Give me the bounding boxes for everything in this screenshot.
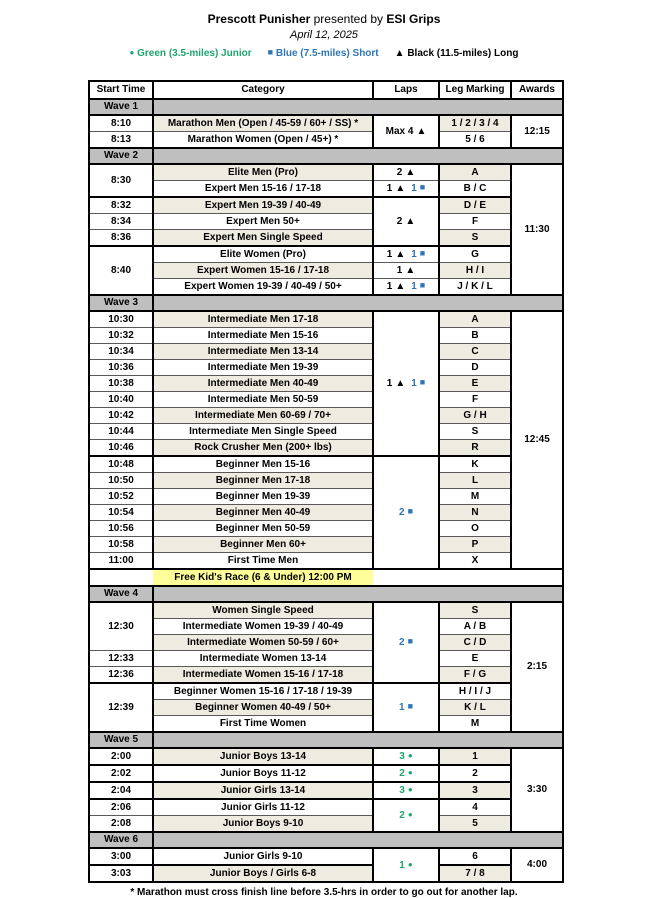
schedule-row xyxy=(89,213,563,229)
lap-count: 1 xyxy=(386,280,393,292)
leg-marking-cell: F / G xyxy=(439,666,511,683)
lap-count-group xyxy=(397,216,415,227)
lap-count: 1 xyxy=(386,377,393,389)
square-icon: ■ xyxy=(419,377,426,388)
lap-count: 1 xyxy=(396,264,403,276)
laps-cell xyxy=(373,262,439,278)
start-time-cell: 8:10 xyxy=(89,115,153,132)
circle-icon: ● xyxy=(407,785,413,794)
leg-marking-cell: 3 xyxy=(439,782,511,799)
wave-header-fill xyxy=(153,832,563,848)
column-header: Category xyxy=(153,81,373,99)
leg-marking-cell: L xyxy=(439,472,511,488)
awards-cell: 12:15 xyxy=(511,115,563,148)
schedule-row xyxy=(89,359,563,375)
leg-marking-cell: 5 / 6 xyxy=(439,131,511,148)
sponsor-name: ESI Grips xyxy=(386,12,441,26)
schedule-row xyxy=(89,197,563,214)
leg-marking-cell: M xyxy=(439,715,511,732)
schedule-row xyxy=(89,311,563,328)
start-time-cell: 12:36 xyxy=(89,666,153,683)
start-time-cell: 12:39 xyxy=(89,683,153,732)
category-cell: Junior Girls 9-10 xyxy=(153,848,373,865)
triangle-icon: ▲ xyxy=(395,377,406,389)
leg-marking-cell: E xyxy=(439,375,511,391)
wave-header-label: Wave 6 xyxy=(89,832,153,848)
category-cell: Beginner Men 19-39 xyxy=(153,488,373,504)
category-cell: Expert Women 15-16 / 17-18 xyxy=(153,262,373,278)
schedule-row xyxy=(89,343,563,359)
category-cell: Junior Girls 11-12 xyxy=(153,799,373,816)
start-time-cell xyxy=(89,569,153,586)
lap-count: 1 xyxy=(386,248,393,260)
laps-cell xyxy=(373,765,439,782)
laps-cell xyxy=(373,799,439,832)
wave-header-row xyxy=(89,295,563,311)
lap-count-group xyxy=(411,183,425,194)
laps-cell xyxy=(373,164,439,181)
start-time-cell: 8:34 xyxy=(89,213,153,229)
lap-count: 1 xyxy=(411,248,417,260)
schedule-row xyxy=(89,520,563,536)
category-cell: Intermediate Men Single Speed xyxy=(153,423,373,439)
schedule-row xyxy=(89,180,563,197)
start-time-cell: 3:00 xyxy=(89,848,153,865)
start-time-cell: 2:06 xyxy=(89,799,153,816)
schedule-table xyxy=(88,80,564,883)
lap-count-group xyxy=(399,637,413,648)
category-cell: Women Single Speed xyxy=(153,602,373,619)
schedule-row xyxy=(89,504,563,520)
schedule-row xyxy=(89,456,563,473)
leg-marking-cell: H / I xyxy=(439,262,511,278)
lap-count-group xyxy=(397,265,415,276)
lap-count-group xyxy=(397,167,415,178)
wave-header-label: Wave 1 xyxy=(89,99,153,115)
leg-marking-cell: X xyxy=(439,552,511,569)
start-time-cell: 8:36 xyxy=(89,229,153,246)
lap-count: 2 xyxy=(399,810,405,821)
leg-marking-cell: K xyxy=(439,456,511,473)
category-cell: Junior Boys 11-12 xyxy=(153,765,373,782)
leg-marking-cell: B xyxy=(439,327,511,343)
schedule-row xyxy=(89,650,563,666)
circle-icon: ● xyxy=(129,47,135,57)
schedule-row xyxy=(89,815,563,832)
schedule-row xyxy=(89,246,563,263)
category-cell: Beginner Men 15-16 xyxy=(153,456,373,473)
leg-marking-cell: E xyxy=(439,650,511,666)
laps-cell xyxy=(373,748,439,765)
legend-label: Blue (7.5-miles) Short xyxy=(273,47,379,59)
category-cell: Intermediate Men 19-39 xyxy=(153,359,373,375)
leg-marking-cell: C / D xyxy=(439,634,511,650)
wave-header-fill xyxy=(153,295,563,311)
category-cell: Intermediate Men 13-14 xyxy=(153,343,373,359)
lap-count: 1 xyxy=(399,701,405,713)
table-header xyxy=(89,81,563,99)
lap-count-group xyxy=(387,183,405,194)
start-time-cell: 10:36 xyxy=(89,359,153,375)
category-cell: Expert Men 15-16 / 17-18 xyxy=(153,180,373,197)
category-cell: Intermediate Men 60-69 / 70+ xyxy=(153,407,373,423)
schedule-row xyxy=(89,423,563,439)
triangle-icon: ▲ xyxy=(416,125,427,137)
start-time-cell: 2:02 xyxy=(89,765,153,782)
square-icon: ■ xyxy=(419,182,426,193)
schedule-row xyxy=(89,407,563,423)
leg-marking-cell: D / E xyxy=(439,197,511,214)
wave-header-label: Wave 4 xyxy=(89,586,153,602)
legend-label: Black (11.5-miles) Long xyxy=(404,47,519,59)
marathon-footnote: * Marathon must cross finish line before 3.5-hrs in order to go out for another lap. xyxy=(130,886,518,898)
leg-marking-cell: 2 xyxy=(439,765,511,782)
category-cell: Expert Men Single Speed xyxy=(153,229,373,246)
start-time-cell: 10:30 xyxy=(89,311,153,328)
lap-count: 1 xyxy=(386,182,393,194)
legend-item xyxy=(395,48,519,59)
leg-marking-cell: A / B xyxy=(439,618,511,634)
category-cell: Rock Crusher Men (200+ lbs) xyxy=(153,439,373,456)
lap-count: 1 xyxy=(411,280,417,292)
lap-count: 3 xyxy=(399,751,405,762)
leg-marking-cell: F xyxy=(439,213,511,229)
triangle-icon: ▲ xyxy=(405,264,416,276)
start-time-cell: 12:33 xyxy=(89,650,153,666)
leg-marking-cell: N xyxy=(439,504,511,520)
schedule-row xyxy=(89,765,563,782)
lap-count: 2 xyxy=(399,636,405,648)
column-header: Start Time xyxy=(89,81,153,99)
laps-cell xyxy=(373,180,439,197)
page-title xyxy=(0,12,648,27)
category-cell: Expert Women 19-39 / 40-49 / 50+ xyxy=(153,278,373,295)
course-legend xyxy=(0,45,648,61)
schedule-row xyxy=(89,164,563,181)
lap-count: 1 xyxy=(399,859,405,871)
schedule-row xyxy=(89,391,563,407)
category-cell: Beginner Men 50-59 xyxy=(153,520,373,536)
leg-marking-cell: 5 xyxy=(439,815,511,832)
start-time-cell: 10:54 xyxy=(89,504,153,520)
schedule-row xyxy=(89,848,563,865)
awards-cell: 2:15 xyxy=(511,602,563,732)
start-time-cell: 10:40 xyxy=(89,391,153,407)
leg-marking-cell: 1 xyxy=(439,748,511,765)
laps-cell xyxy=(373,782,439,799)
category-cell: Intermediate Men 15-16 xyxy=(153,327,373,343)
event-date: April 12, 2025 xyxy=(290,29,358,41)
start-time-cell: 10:48 xyxy=(89,456,153,473)
schedule-row xyxy=(89,699,563,715)
square-icon: ■ xyxy=(407,506,413,517)
category-cell: Junior Boys 13-14 xyxy=(153,748,373,765)
leg-marking-cell: G / H xyxy=(439,407,511,423)
triangle-icon: ▲ xyxy=(405,215,416,227)
start-time-cell: 3:03 xyxy=(89,865,153,882)
category-cell: Expert Men 50+ xyxy=(153,213,373,229)
lap-count: Max 4 xyxy=(385,125,414,137)
triangle-icon: ▲ xyxy=(394,47,405,59)
start-time-cell: 8:40 xyxy=(89,246,153,295)
awards-cell: 3:30 xyxy=(511,748,563,832)
start-time-cell: 10:46 xyxy=(89,439,153,456)
schedule-row xyxy=(89,634,563,650)
leg-marking-cell: R xyxy=(439,439,511,456)
schedule-row xyxy=(89,865,563,882)
laps-cell xyxy=(373,197,439,246)
lap-count: 2 xyxy=(396,215,403,227)
category-cell: Beginner Men 40-49 xyxy=(153,504,373,520)
wave-header-fill xyxy=(153,148,563,164)
start-time-cell: 2:08 xyxy=(89,815,153,832)
leg-marking-cell: 4 xyxy=(439,799,511,816)
kids-race-label: Free Kid's Race (6 & Under) 12:00 PM xyxy=(153,569,373,586)
triangle-icon: ▲ xyxy=(405,166,416,178)
start-time-cell: 10:34 xyxy=(89,343,153,359)
schedule-row xyxy=(89,278,563,295)
laps-cell xyxy=(373,683,439,732)
lap-count: 2 xyxy=(399,768,405,779)
leg-marking-cell: C xyxy=(439,343,511,359)
category-cell: Intermediate Men 17-18 xyxy=(153,311,373,328)
category-cell: Elite Men (Pro) xyxy=(153,164,373,181)
category-cell: Marathon Men (Open / 45-59 / 60+ / SS) * xyxy=(153,115,373,132)
leg-marking-cell: S xyxy=(439,602,511,619)
square-icon: ■ xyxy=(407,701,413,712)
laps-cell xyxy=(373,602,439,683)
schedule-row xyxy=(89,327,563,343)
leg-marking-cell: H / I / J xyxy=(439,683,511,700)
leg-marking-cell: A xyxy=(439,164,511,181)
schedule-row xyxy=(89,748,563,765)
category-cell: Intermediate Women 15-16 / 17-18 xyxy=(153,666,373,683)
wave-header-label: Wave 3 xyxy=(89,295,153,311)
awards-cell: 4:00 xyxy=(511,848,563,882)
lap-count-group xyxy=(399,507,413,518)
legend-item xyxy=(268,48,379,59)
lap-count: 1 xyxy=(411,377,417,389)
lap-count-group xyxy=(399,751,412,762)
category-cell: First Time Men xyxy=(153,552,373,569)
leg-marking-cell: O xyxy=(439,520,511,536)
lap-count-group xyxy=(387,249,405,260)
circle-icon: ● xyxy=(407,810,413,819)
square-icon: ■ xyxy=(419,280,426,291)
square-icon: ■ xyxy=(407,636,413,647)
wave-header-row xyxy=(89,732,563,748)
leg-marking-cell: P xyxy=(439,536,511,552)
wave-header-row xyxy=(89,586,563,602)
category-cell: Junior Girls 13-14 xyxy=(153,782,373,799)
schedule-row xyxy=(89,488,563,504)
schedule-row xyxy=(89,536,563,552)
triangle-icon: ▲ xyxy=(395,248,406,260)
category-cell: Beginner Women 15-16 / 17-18 / 19-39 xyxy=(153,683,373,700)
laps-cell xyxy=(373,456,439,569)
laps-cell xyxy=(373,848,439,882)
lap-count-group xyxy=(399,810,412,821)
start-time-cell: 2:00 xyxy=(89,748,153,765)
schedule-row xyxy=(89,131,563,148)
awards-cell: 11:30 xyxy=(511,164,563,295)
schedule-row xyxy=(89,602,563,619)
circle-icon: ● xyxy=(407,751,413,760)
schedule-row xyxy=(89,782,563,799)
leg-marking-cell: D xyxy=(439,359,511,375)
laps-cell xyxy=(373,115,439,148)
lap-count-group xyxy=(399,702,413,713)
leg-marking-cell: A xyxy=(439,311,511,328)
schedule-row xyxy=(89,618,563,634)
title-middle: presented by xyxy=(310,12,387,26)
leg-marking-cell: M xyxy=(439,488,511,504)
wave-header-row xyxy=(89,99,563,115)
start-time-cell: 10:44 xyxy=(89,423,153,439)
leg-marking-cell: 1 / 2 / 3 / 4 xyxy=(439,115,511,132)
schedule-row xyxy=(89,472,563,488)
category-cell: Beginner Men 60+ xyxy=(153,536,373,552)
schedule-row xyxy=(89,552,563,569)
start-time-cell: 2:04 xyxy=(89,782,153,799)
wave-header-row xyxy=(89,148,563,164)
category-cell: Intermediate Men 50-59 xyxy=(153,391,373,407)
triangle-icon: ▲ xyxy=(395,182,406,194)
category-cell: Elite Women (Pro) xyxy=(153,246,373,263)
lap-count-group xyxy=(387,378,405,389)
category-cell: Intermediate Women 13-14 xyxy=(153,650,373,666)
square-icon: ■ xyxy=(419,248,426,259)
leg-marking-cell: J / K / L xyxy=(439,278,511,295)
circle-icon: ● xyxy=(407,768,413,777)
lap-count: 2 xyxy=(399,506,405,518)
schedule-row xyxy=(89,666,563,683)
awards-cell: 12:45 xyxy=(511,311,563,569)
category-cell: Junior Boys / Girls 6-8 xyxy=(153,865,373,882)
table-body xyxy=(89,99,563,882)
laps-cell xyxy=(373,246,439,263)
laps-cell xyxy=(373,278,439,295)
legend-label: Green (3.5-miles) Junior xyxy=(134,47,252,59)
lap-count-group xyxy=(411,249,425,260)
kids-race-fill xyxy=(373,569,563,586)
lap-count-group xyxy=(411,378,425,389)
lap-count-group xyxy=(399,860,412,871)
schedule-row xyxy=(89,439,563,456)
laps-cell xyxy=(373,311,439,456)
legend-item xyxy=(130,48,252,59)
schedule-row xyxy=(89,715,563,732)
leg-marking-cell: K / L xyxy=(439,699,511,715)
lap-count-group xyxy=(386,126,427,137)
start-time-cell: 10:58 xyxy=(89,536,153,552)
schedule-row xyxy=(89,229,563,246)
start-time-cell: 10:50 xyxy=(89,472,153,488)
start-time-cell: 10:56 xyxy=(89,520,153,536)
lap-count-group xyxy=(411,281,425,292)
wave-header-label: Wave 2 xyxy=(89,148,153,164)
category-cell: Beginner Men 17-18 xyxy=(153,472,373,488)
category-cell: Junior Boys 9-10 xyxy=(153,815,373,832)
leg-marking-cell: S xyxy=(439,229,511,246)
schedule-row xyxy=(89,375,563,391)
start-time-cell: 12:30 xyxy=(89,602,153,651)
lap-count: 3 xyxy=(399,785,405,796)
wave-header-fill xyxy=(153,99,563,115)
category-cell: Intermediate Women 19-39 / 40-49 xyxy=(153,618,373,634)
square-icon: ■ xyxy=(267,47,274,57)
start-time-cell: 10:52 xyxy=(89,488,153,504)
start-time-cell: 10:38 xyxy=(89,375,153,391)
schedule-row xyxy=(89,799,563,816)
leg-marking-cell: S xyxy=(439,423,511,439)
start-time-cell: 8:32 xyxy=(89,197,153,214)
wave-header-fill xyxy=(153,732,563,748)
lap-count-group xyxy=(399,785,412,796)
category-cell: Marathon Women (Open / 45+) * xyxy=(153,131,373,148)
category-cell: Intermediate Women 50-59 / 60+ xyxy=(153,634,373,650)
triangle-icon: ▲ xyxy=(395,280,406,292)
circle-icon: ● xyxy=(407,859,413,869)
wave-header-fill xyxy=(153,586,563,602)
column-header: Laps xyxy=(373,81,439,99)
schedule-row xyxy=(89,115,563,132)
kids-race-row xyxy=(89,569,563,586)
start-time-cell: 8:13 xyxy=(89,131,153,148)
leg-marking-cell: G xyxy=(439,246,511,263)
category-cell: Beginner Women 40-49 / 50+ xyxy=(153,699,373,715)
wave-header-label: Wave 5 xyxy=(89,732,153,748)
wave-header-row xyxy=(89,832,563,848)
category-cell: First Time Women xyxy=(153,715,373,732)
category-cell: Intermediate Men 40-49 xyxy=(153,375,373,391)
leg-marking-cell: 6 xyxy=(439,848,511,865)
column-header: Leg Marking xyxy=(439,81,511,99)
event-name: Prescott Punisher xyxy=(207,12,311,26)
lap-count-group xyxy=(399,768,412,779)
lap-count: 2 xyxy=(396,166,403,178)
column-header: Awards xyxy=(511,81,563,99)
category-cell: Expert Men 19-39 / 40-49 xyxy=(153,197,373,214)
start-time-cell: 11:00 xyxy=(89,552,153,569)
start-time-cell: 10:32 xyxy=(89,327,153,343)
start-time-cell: 10:42 xyxy=(89,407,153,423)
schedule-row xyxy=(89,683,563,700)
leg-marking-cell: F xyxy=(439,391,511,407)
leg-marking-cell: B / C xyxy=(439,180,511,197)
leg-marking-cell: 7 / 8 xyxy=(439,865,511,882)
schedule-row xyxy=(89,262,563,278)
lap-count-group xyxy=(387,281,405,292)
start-time-cell: 8:30 xyxy=(89,164,153,197)
lap-count: 1 xyxy=(411,182,417,194)
